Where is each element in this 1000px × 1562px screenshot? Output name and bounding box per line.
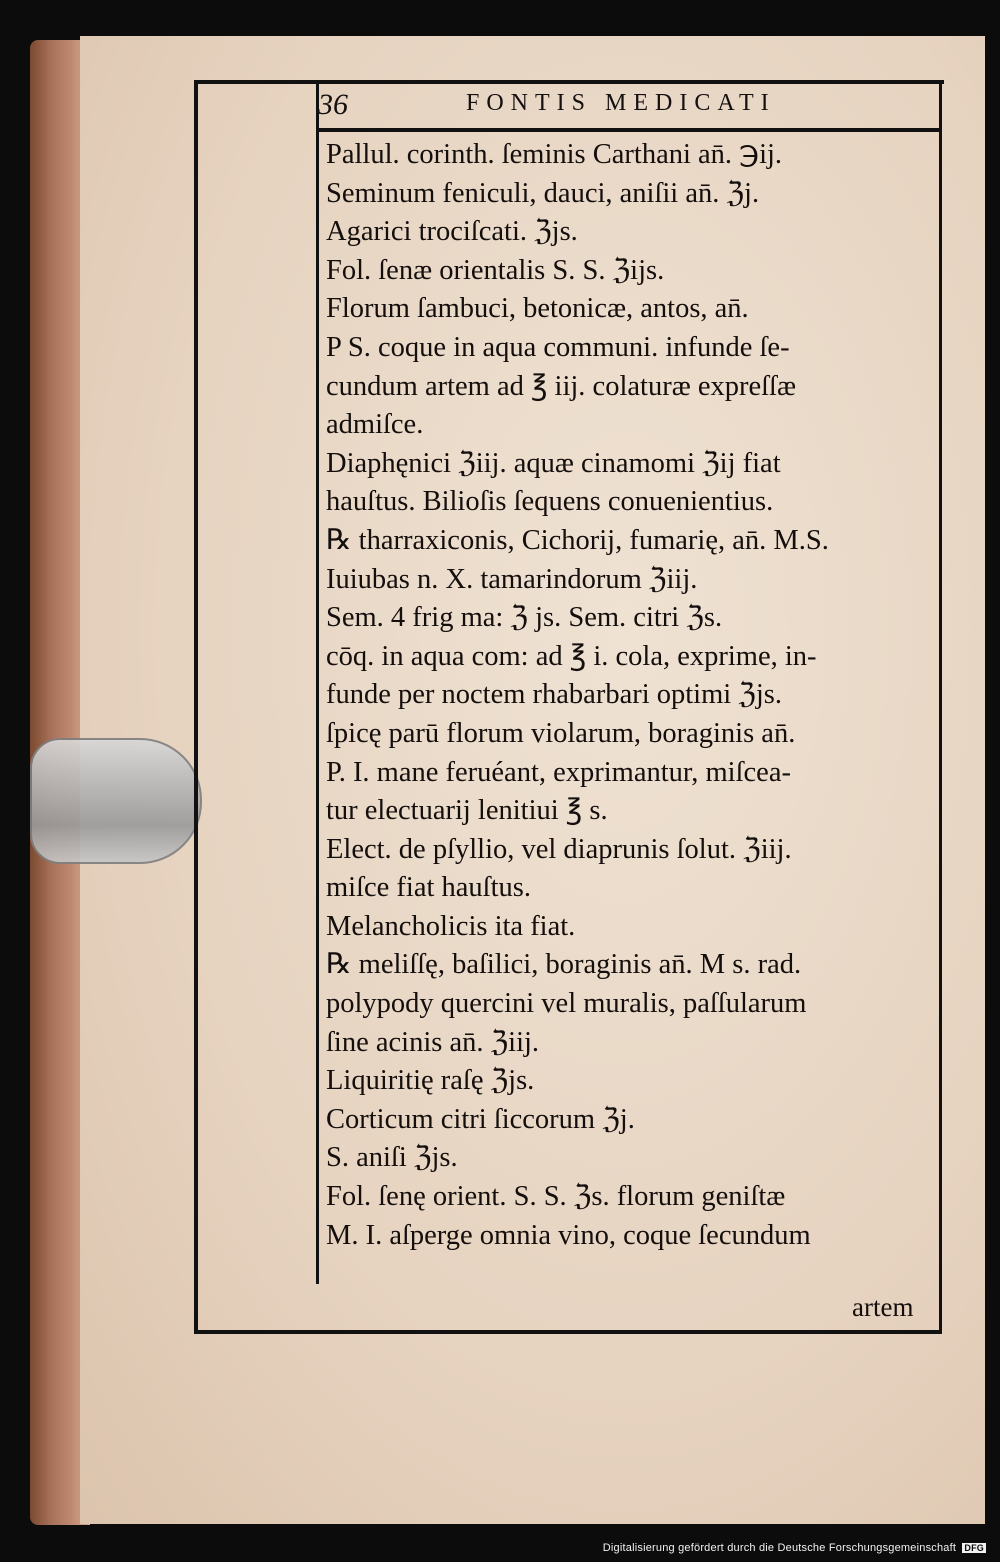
- header-rule: [316, 128, 942, 132]
- dfg-logo: DFG: [964, 1543, 984, 1553]
- text-line: Pallul. corinth. ſeminis Carthani an̄. ℈ij.: [326, 139, 783, 170]
- text-line: S. aniſi ℨjs.: [326, 1142, 458, 1174]
- text-line: Diaphęnici ℨiij. aquæ cinamomi ℨij fiat: [326, 447, 781, 479]
- text-line: Liquiritię raſę ℨjs.: [326, 1065, 535, 1097]
- page-clip: [30, 738, 202, 864]
- frame-rule-top: [194, 80, 944, 84]
- text-line: Sem. 4 frig ma: ℨ js. Sem. citri ℨs.: [326, 602, 723, 634]
- text-line: Florum ſambuci, betonicæ, antos, an̄.: [326, 293, 749, 325]
- text-line: Iuiubas n. X. tamarindorum ℨiij.: [326, 563, 698, 595]
- text-line: ℞ tharraxiconis, Cichorij, fumarię, an̄. M.S.: [326, 524, 829, 556]
- credit-text: Digitalisierung gefördert durch die Deutsche Forschungsgemeinschaft: [602, 1542, 957, 1554]
- text-line: hauſtus. Bilioſis ſequens conuenientius.: [326, 486, 774, 518]
- body-text: [326, 136, 940, 1255]
- text-line: ſpicę parū florum violarum, boraginis an̄.: [326, 717, 796, 749]
- text-line: ſine acinis an̄. ℨiij.: [326, 1026, 540, 1058]
- text-line: Fol. ſenæ orientalis S. S. ℨijs.: [326, 254, 665, 286]
- text-line: admiſce.: [326, 409, 424, 441]
- text-line: Elect. de pſyllio, vel diaprunis ſolut. ℨiij.: [326, 833, 792, 865]
- text-line: miſce fiat hauſtus.: [326, 872, 531, 904]
- text-line: P. I. mane feruéant, exprimantur, miſcea-: [326, 756, 791, 788]
- text-line: Corticum citri ſiccorum ℨj.: [326, 1103, 635, 1135]
- text-line: Seminum feniculi, dauci, aniſii an̄. ℨj.: [326, 177, 760, 209]
- text-line: cōq. in aqua com: ad ℥ i. cola, exprime, in-: [326, 640, 817, 672]
- text-line: ℞ meliſſę, baſilici, boraginis an̄. M s. rad.: [326, 949, 802, 981]
- page-header: [318, 88, 938, 126]
- frame-rule-bottom: [194, 1330, 942, 1334]
- digitization-credit: [603, 1542, 986, 1554]
- text-line: Fol. ſenę orient. S. S. ℨs. florum geniſtæ: [326, 1181, 786, 1213]
- running-head: FONTIS MEDICATI: [466, 90, 776, 116]
- catchword: artem: [852, 1292, 914, 1322]
- text-line: polypody quercini vel muralis, paſſularum: [326, 988, 807, 1020]
- text-line: cundum artem ad ℥ iij. colaturæ expreſſæ: [326, 370, 796, 402]
- text-line: P S. coque in aqua communi. infunde ſe-: [326, 331, 790, 363]
- frame-rule-left-inner: [316, 84, 319, 1284]
- frame-rule-left: [194, 80, 198, 1334]
- text-line: funde per noctem rhabarbari optimi ℨjs.: [326, 679, 782, 711]
- text-line: M. I. aſperge omnia vino, coque ſecundum: [326, 1219, 811, 1251]
- page-number: 36: [318, 88, 348, 121]
- text-line: tur electuarij lenitiui ℥ s.: [326, 795, 608, 827]
- text-line: Agarici trociſcati. ℨjs.: [326, 216, 578, 248]
- text-line: Melancholicis ita fiat.: [326, 910, 576, 942]
